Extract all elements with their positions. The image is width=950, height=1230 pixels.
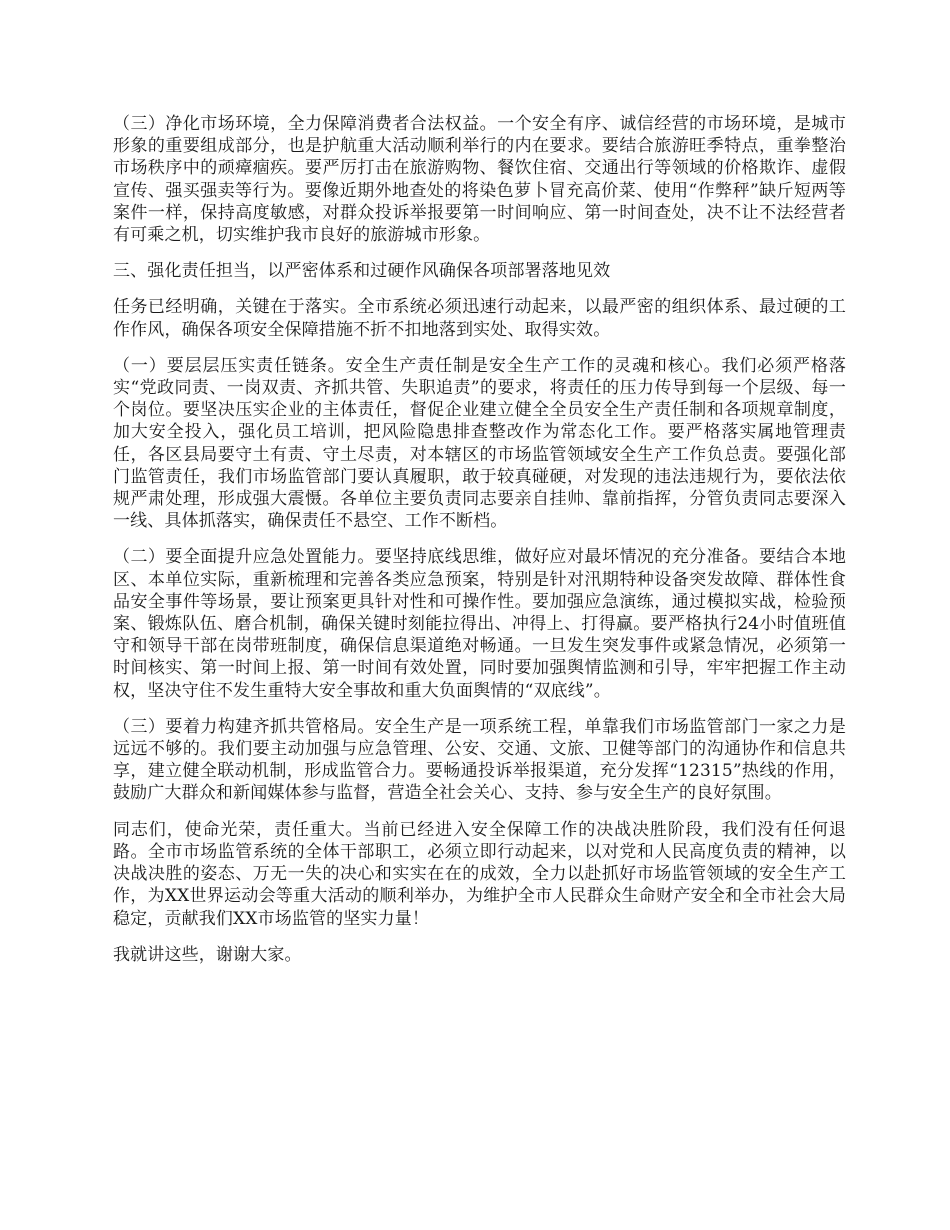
paragraph-final-thanks: 我就讲这些，谢谢大家。 xyxy=(113,944,302,965)
document-body xyxy=(113,113,846,980)
paragraph-implementation: 任务已经明确，关键在于落实。全市系统必须迅速行动起来，以最严密的组织体系、最过硬的工作作风，确保各项安全保障措施不折不扣地落到实处、取得实效。 xyxy=(113,297,846,340)
section-heading-responsibility: 三、强化责任担当，以严密体系和过硬作风确保各项部署落地见效 xyxy=(113,261,611,282)
paragraph-responsibility-chain: （一）要层层压实责任链条。安全生产责任制是安全生产工作的灵魂和核心。我们必须严格落实“党政同责、一岗双责、齐抓共管、失职追责”的要求，将责任的压力传导到每一个层级、每一个岗位。要坚决压实企业的主体责任，督促企业建立健全全员安全生产责任制和各项规章制度，加大安全投入，强化员工培训，把风险隐患排查整改作为常态化工作。要严格落实属地管理责任，各区县局要守土有责、守土尽责，对本辖区的市场监管领域安全生产工作负总责。要强化部门监管责任，我们市场监管部门要认真履职，敢于较真碰硬，对发现的违法违规行为，要依法依规严肃处理，形成强大震慑。各单位主要负责同志要亲自挂帅、靠前指挥，分管负责同志要深入一线、具体抓落实，确保责任不悬空、工作不断档。 xyxy=(113,355,846,532)
paragraph-joint-management: （三）要着力构建齐抓共管格局。安全生产是一项系统工程，单靠我们市场监管部门一家之力是远远不够的。我们要主动加强与应急管理、公安、交通、文旅、卫健等部门的沟通协作和信息共享，建立健全联动机制，形成监管合力。要畅通投诉举报渠道，充分发挥“12315”热线的作用，鼓励广大群众和新闻媒体参与监督，营造全社会关心、支持、参与安全生产的良好氛围。 xyxy=(113,716,846,804)
paragraph-market-environment: （三）净化市场环境，全力保障消费者合法权益。一个安全有序、诚信经营的市场环境，是城市形象的重要组成部分，也是护航重大活动顺利举行的内在要求。要结合旅游旺季特点，重拳整治市场秩序中的顽瘴痼疾。要严厉打击在旅游购物、餐饮住宿、交通出行等领域的价格欺诈、虚假宣传、强买强卖等行为。要像近期外地查处的将染色萝卜冒充高价菜、使用“作弊秤”缺斤短两等案件一样，保持高度敏感，对群众投诉举报要第一时间响应、第一时间查处，决不让不法经营者有可乘之机，切实维护我市良好的旅游城市形象。 xyxy=(113,114,846,246)
paragraph-emergency-response: （二）要全面提升应急处置能力。要坚持底线思维，做好应对最坏情况的充分准备。要结合本地区、本单位实际，重新梳理和完善各类应急预案，特别是针对汛期特种设备突发故障、群体性食品安全事件等场景，要让预案更具针对性和可操作性。要加强应急演练，通过模拟实战，检验预案、锻炼队伍、磨合机制，确保关键时刻能拉得出、冲得上、打得赢。要严格执行24小时值班值守和领导干部在岗带班制度，确保信息渠道绝对畅通。一旦发生突发事件或紧急情况，必须第一时间核实、第一时间上报、第一时间有效处置，同时要加强舆情监测和引导，牢牢把握工作主动权，坚决守住不发生重特大安全事故和重大负面舆情的“双底线”。 xyxy=(113,547,846,701)
paragraph-closing-remarks: 同志们，使命光荣，责任重大。当前已经进入安全保障工作的决战决胜阶段，我们没有任何退路。全市市场监管系统的全体干部职工，必须立即行动起来，以对党和人民高度负责的精神，以决战决胜的姿态、万无一失的决心和实实在在的成效，全力以赴抓好市场监管领域的安全生产工作，为XX世界运动会等重大活动的顺利举办，为维护全市人民群众生命财产安全和全市社会大局稳定，贡献我们XX市场监管的坚实力量！ xyxy=(113,819,846,929)
